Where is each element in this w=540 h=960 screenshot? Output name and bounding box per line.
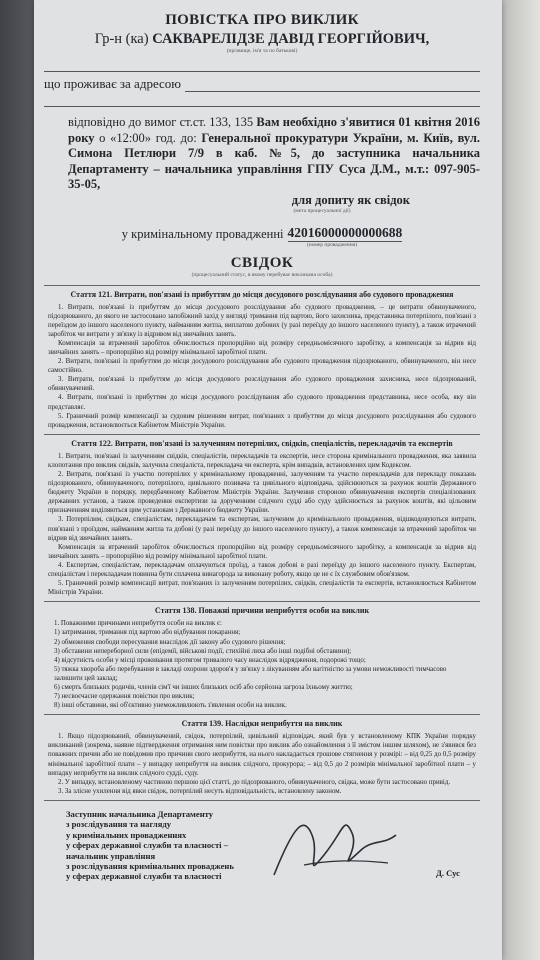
proceeding-caption: (номер провадження) — [306, 241, 358, 248]
divider — [44, 714, 480, 715]
blank-line — [44, 55, 480, 72]
proceeding-number: 42016000000000688 — [287, 224, 403, 240]
signature-area — [44, 809, 480, 882]
article-139 — [44, 719, 480, 796]
position-line: начальник управління — [66, 850, 156, 861]
person-prefix: Гр-н (ка) — [94, 31, 149, 47]
divider — [44, 800, 480, 801]
article-title: Стаття 122. Витрати, пов'язані із залученням потерпілих, свідків, спеціалістів, перекладачів та експертів — [71, 438, 453, 448]
list-item: 7) несвоєчасне одержання повістки про виклик; — [54, 693, 195, 701]
article-138 — [44, 606, 480, 710]
background-right — [498, 0, 540, 960]
article-122 — [44, 439, 480, 598]
address-blank — [185, 77, 480, 92]
article-title: Стаття 138. Поважні причини неприбуття особи на виклик — [154, 606, 370, 616]
handwritten-signature — [264, 805, 404, 885]
status-label: СВІДОК — [230, 254, 294, 271]
list-item: 2) обмеження свободи пересування внаслідок дії закону або судового рішення; — [54, 638, 286, 646]
article-paragraph: 3. За злісне ухилення від явки свідок, потерпілий несуть відповідальність, встановлену законом. — [58, 787, 342, 795]
article-paragraph: 1. Якщо підозрюваний, обвинувачений, свідок, потерпілий, цивільний відповідач, який був у встановленому КПК України порядку викликаний (зокрема, наявне підтвердження отримання ним повістки про виклик або ознайомлення з її змістом іншим шляхом), не з'явився без поважних причин або не повідомив про причини свого неприбуття, на нього накладається грошове стягнення у розмірі: – від 0,25 до 0,5 розміру мінімальної заробітної плати – у випадку неприбуття на виклик слідчого, прокурора; – від 0,5 до 2 розмірів мінімальної заробітної плати – у випадку неприбуття на виклик слідчого судді, суду. — [48, 733, 476, 777]
list-item: 6) смерть близьких родичів, членів сім'ї чи інших близьких осіб або серйозна загроза їхньому життю; — [54, 683, 353, 691]
purpose-caption: (мета процесуальної дії) — [293, 207, 351, 214]
position-line: у кримінальних провадженнях — [66, 829, 187, 840]
summons-time: о «12:00» год. до: — [99, 130, 197, 145]
blank-line — [44, 92, 480, 107]
article-paragraph: 3. Витрати, пов'язані із прибуттям до місця досудового розслідування або судового провадження захисника, несе підозрюваний, обвинувачений. — [48, 376, 476, 393]
proceeding-line — [44, 225, 480, 242]
summons-location: Генеральної прокуратури України, м. Київ, вул. Симона Петлюри 7/9 в каб. №5, до заступника начальника Департаменту – начальника управління ГПУ Суса Д.М., м.т.: 097-905-35-05, — [68, 130, 480, 191]
article-paragraph: 3. Потерпілим, свідкам, спеціалістам, перекладачам та експертам, залученим до кримінального провадження, відшкодовуються витрати, пов'язані з проїздом, найманням житла та добові (у разі переїзду до іншого населеного пункту), а також компенсація за втрачений заробіток чи відрив від звичайних занять. — [48, 516, 476, 542]
article-paragraph: 5. Граничний розмір компенсації за судовим рішенням витрат, пов'язаних з прибуттям до місця досудового розслідування або судового провадження, встановлюється Кабінетом Міністрів України. — [48, 412, 476, 429]
position-line: у сферах державної служби та власності – — [66, 840, 229, 851]
summons-line1: відповідно до вимог ст.ст. 133, 135 — [68, 115, 254, 129]
list-item: 3) обставини непереборної сили (епідемії, військові події, стихійні лиха або інші подібні обставини); — [54, 647, 352, 655]
divider — [44, 434, 480, 435]
name-caption: (прізвище, ім'я та по батькові) — [226, 48, 298, 54]
article-paragraph: 5. Граничний розмір компенсації витрат, пов'язаних із залученням потерпілих, свідків, спеціалістів та експертів, встановлюється Кабінетом Міністрів України. — [48, 580, 476, 597]
article-paragraph: 4. Витрати, пов'язані із прибуттям до місця досудового розслідування або судового провадження представника, несе особа, яку він представляє. — [48, 394, 476, 411]
position-line: з розслідування та нагляду — [66, 819, 172, 830]
document-title: ПОВІСТКА ПРО ВИКЛИК — [165, 12, 359, 28]
article-title: Стаття 139. Наслідки неприбуття на виклик — [181, 719, 343, 729]
divider — [44, 601, 480, 602]
article-paragraph: 2. Витрати, пов'язані із участю потерпілих у кримінальному провадженні, залученням та участю перекладачів для перекладу показань підозрюваного, обвинуваченого, потерпілого, цивільного позивача та цивільного відповідача, здійснюються за рахунок коштів Державного бюджету України в порядку, передбаченому Кабінетом Міністрів України. Залучення стороною обвинувачення експертів спеціалізованих державних установ, а також проведення експертизи за дорученням слідчого судді або суду здійснюється за рахунок коштів, які цільовим призначенням виділяються цим установам з Державного бюджету України. — [48, 471, 476, 515]
proceeding-label: у кримінальному провадженні — [121, 226, 284, 241]
position-line: у сферах державної служби та власності — [66, 871, 222, 882]
article-paragraph: 1. Витрати, пов'язані із залученням свідків, спеціалістів, перекладачів та експертів, несе сторона кримінального провадження, яка заявила клопотання про виклик свідків, залучила спеціаліста, перекладача чи експерта, крім випадків, встановлених цим Кодексом. — [48, 452, 476, 469]
article-paragraph: 2. У випадку, встановленому частиною першою цієї статті, до підозрюваного, обвинуваченого, свідка, може бути застосовано привід. — [58, 778, 451, 786]
summons-date: 01 квітня 2016 року — [68, 115, 481, 145]
address-line — [44, 76, 480, 92]
position-line: Заступник начальника Департаменту — [66, 808, 214, 819]
summons-text — [44, 115, 480, 193]
article-title: Стаття 121. Витрати, пов'язані із прибуттям до місця досудового розслідування або судового провадження — [70, 289, 454, 299]
person-line — [44, 31, 480, 48]
list-item: 8) інші обставини, які об'єктивно унеможливлюють з'явлення особи на виклик. — [54, 702, 287, 710]
article-121 — [44, 285, 480, 430]
article-paragraph: Компенсація за втрачений заробіток обчислюється пропорційно від розміру середньомісячного заробітку, а компенсація за відрив від звичайних занять – пропорційно від розміру мінімальної заробітної плати. — [48, 339, 476, 356]
signatory-name: Д. Сус — [435, 867, 460, 878]
article-paragraph: Компенсація за втрачений заробіток обчислюється пропорційно від розміру середньомісячного заробітку, а компенсація за відрив від звичайних занять – пропорційно від розміру мінімальної заробітної плати. — [48, 543, 476, 560]
summons-appear: Вам необхідно з'явитися — [256, 115, 396, 129]
article-paragraph: 2. Витрати, пов'язані із прибуттям до місця досудового розслідування або судового провадження підозрюваного, обвинуваченого, він несе самостійно. — [48, 358, 476, 375]
article-paragraph: 1. Витрати, пов'язані із прибуттям до місця досудового розслідування або судового провадження, – це витрати обвинуваченого, підозрюваного, до якого не застосовано запобіжний захід у вигляді тримання під вартою, його захисника, представника потерпілого, пов'язані з переїздом до іншого населеного пункту, найманням житла, виплатою добових (у разі переїзду до іншого населеного пункту), а також втрачений заробіток чи витрати у зв'язку із відривом від звичайних занять. — [48, 303, 476, 338]
position-line: з розслідування кримінальних проваджень — [66, 860, 234, 871]
article-intro: 1. Поважними причинами неприбуття особи на виклик є: — [54, 620, 222, 628]
address-label: що проживає за адресою — [44, 76, 182, 91]
summons-document — [34, 0, 502, 960]
status-caption: (процесуальний статус, в якому перебуває викликана особа) — [191, 271, 333, 278]
list-item: 1) затримання, тримання під вартою або відбування покарання; — [54, 629, 241, 637]
person-name: САКВАРЕЛІДЗЕ ДАВІД ГЕОРГІЙОВИЧ, — [152, 31, 430, 47]
list-item: 5) тяжка хвороба або перебування в закладі охорони здоров'я у зв'язку з лікуванням або вагітністю за умови неможливості тимчасово залишити цей заклад; — [54, 665, 447, 682]
summons-purpose: для допиту як свідок — [291, 192, 410, 207]
article-paragraph: 4. Експертам, спеціалістам, перекладачам оплачуються проїзд, а також добові в разі переїзду до іншого населеного пункту. Експертам, спеціалістам і перекладачам повинна бути сплачена винагорода за виконану роботу, якщо це не є їх службовим обов'язком. — [48, 561, 476, 579]
list-item: 4) відсутність особи у місці проживання протягом тривалого часу внаслідок відрядження, подорожі тощо; — [54, 656, 366, 664]
